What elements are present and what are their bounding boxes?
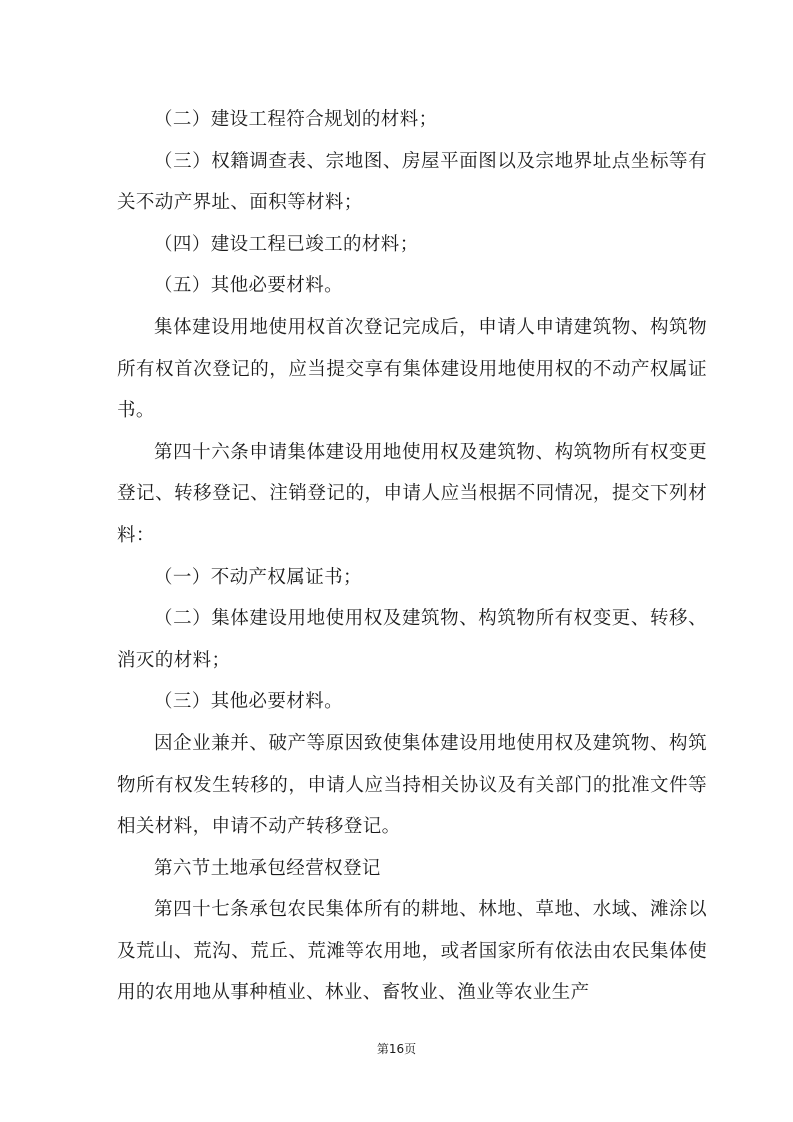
paragraph-item-3-other: （三）其他必要材料。 (154, 691, 344, 713)
paragraph-item-2: （二）建设工程符合规划的材料； (154, 109, 438, 130)
paragraph-item-2-change: （二）集体建设用地使用权及建筑物、构筑物所有权变更、转移、消灭的材料； (117, 608, 707, 671)
paragraph-item-3: （三）权籍调查表、宗地图、房屋平面图以及宗地界址点坐标等有关不动产界址、面积等材料； (117, 150, 707, 214)
document-body (117, 99, 707, 1014)
paragraph-item-5: （五）其他必要材料。 (154, 275, 344, 297)
section-heading-6: 第六节土地承包经营权登记 (154, 857, 381, 879)
paragraph-first-registration-certificate: 集体建设用地使用权首次登记完成后，申请人申请建筑物、构筑物所有权首次登记的，应当提交享有集体建设用地使用权的不动产权属证书。 (117, 316, 707, 422)
article-46: 第四十六条申请集体建设用地使用权及建筑物、构筑物所有权变更登记、转移登记、注销登记的，申请人应当根据不同情况，提交下列材料： (117, 441, 707, 546)
paragraph-item-1: （一）不动产权属证书； (154, 566, 362, 588)
article-47: 第四十七条承包农民集体所有的耕地、林地、草地、水域、滩涂以及荒山、荒沟、荒丘、荒滩等农用地，或者国家所有依法由农民集体使用的农用地从事种植业、林业、畜牧业、渔业等农业生产 (117, 899, 707, 1004)
page-number: 第16页 (376, 1042, 417, 1056)
paragraph-item-4: （四）建设工程已竣工的材料； (154, 233, 419, 255)
paragraph-merger-bankruptcy: 因企业兼并、破产等原因致使集体建设用地使用权及建筑物、构筑物所有权发生转移的，申请人应当持相关协议及有关部门的批准文件等相关材料，申请不动产转移登记。 (117, 732, 707, 838)
